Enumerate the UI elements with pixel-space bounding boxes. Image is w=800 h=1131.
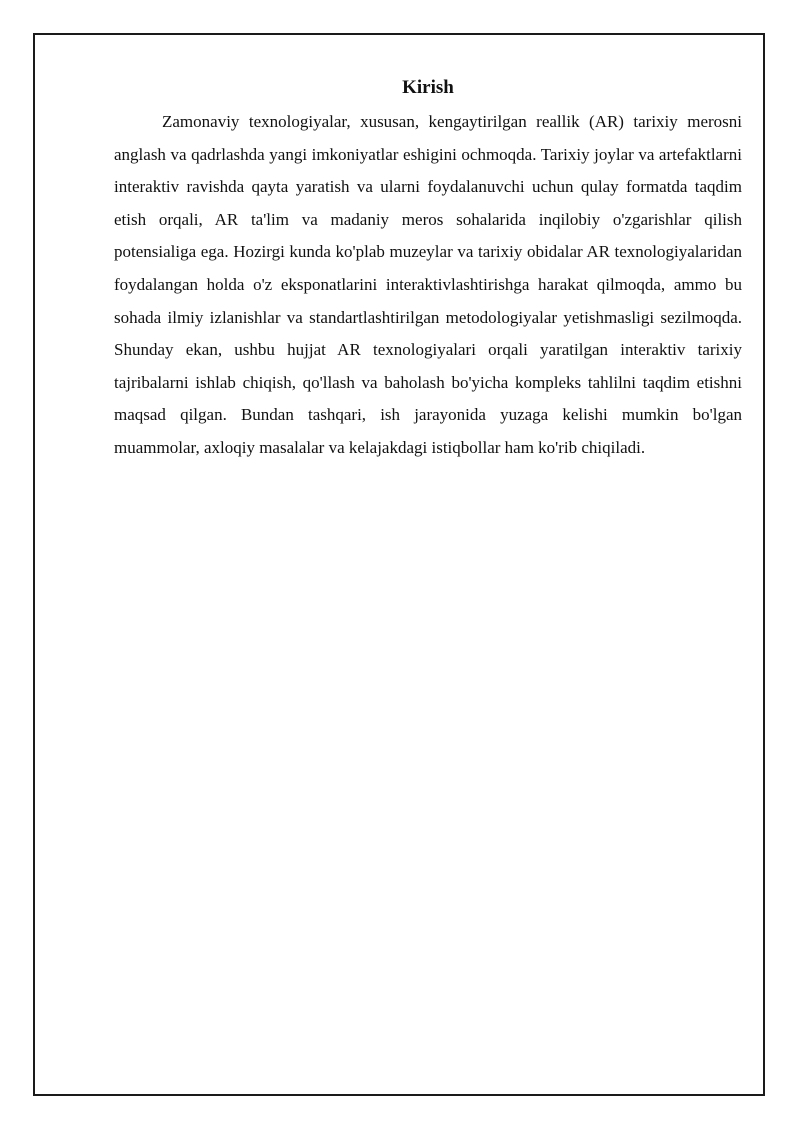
intro-paragraph: Zamonaviy texnologiyalar, xususan, kengaytirilgan reallik (AR) tarixiy merosni anglash va qadrlashda yangi imkoniyatlar eshigini ochmoqda. Tarixiy joylar va artefaktlarni interaktiv ravishda qayta yaratish va ularni foydalanuvchi uchun qulay formatda taqdim etish orqali, AR ta'lim va madaniy meros sohalarida inqilobiy o'zgarishlar qilish potensialiga ega. Hozirgi kunda ko'plab muzeylar va tarixiy obidalar AR texnologiyalaridan foydalangan holda o'z eksponatlarini interaktivlashtirishga harakat qilmoqda, ammo bu sohada ilmiy izlanishlar va standartlashtirilgan metodologiyalar yetishmasligi sezilmoqda. Shunday ekan, ushbu hujjat AR texnologiyalari orqali yaratilgan interaktiv tarixiy tajribalarni ishlab chiqish, qo'llash va baholash bo'yicha kompleks tahlilni taqdim etishni maqsad qilgan. Bundan tashqari, ish jarayonida yuzaga kelishi mumkin bo'lgan muammolar, axloqiy masalalar va kelajakdagi istiqbollar ham ko'rib chiqiladi.: [114, 112, 742, 457]
document-body: [114, 74, 742, 465]
section-heading: Kirish: [402, 77, 454, 98]
